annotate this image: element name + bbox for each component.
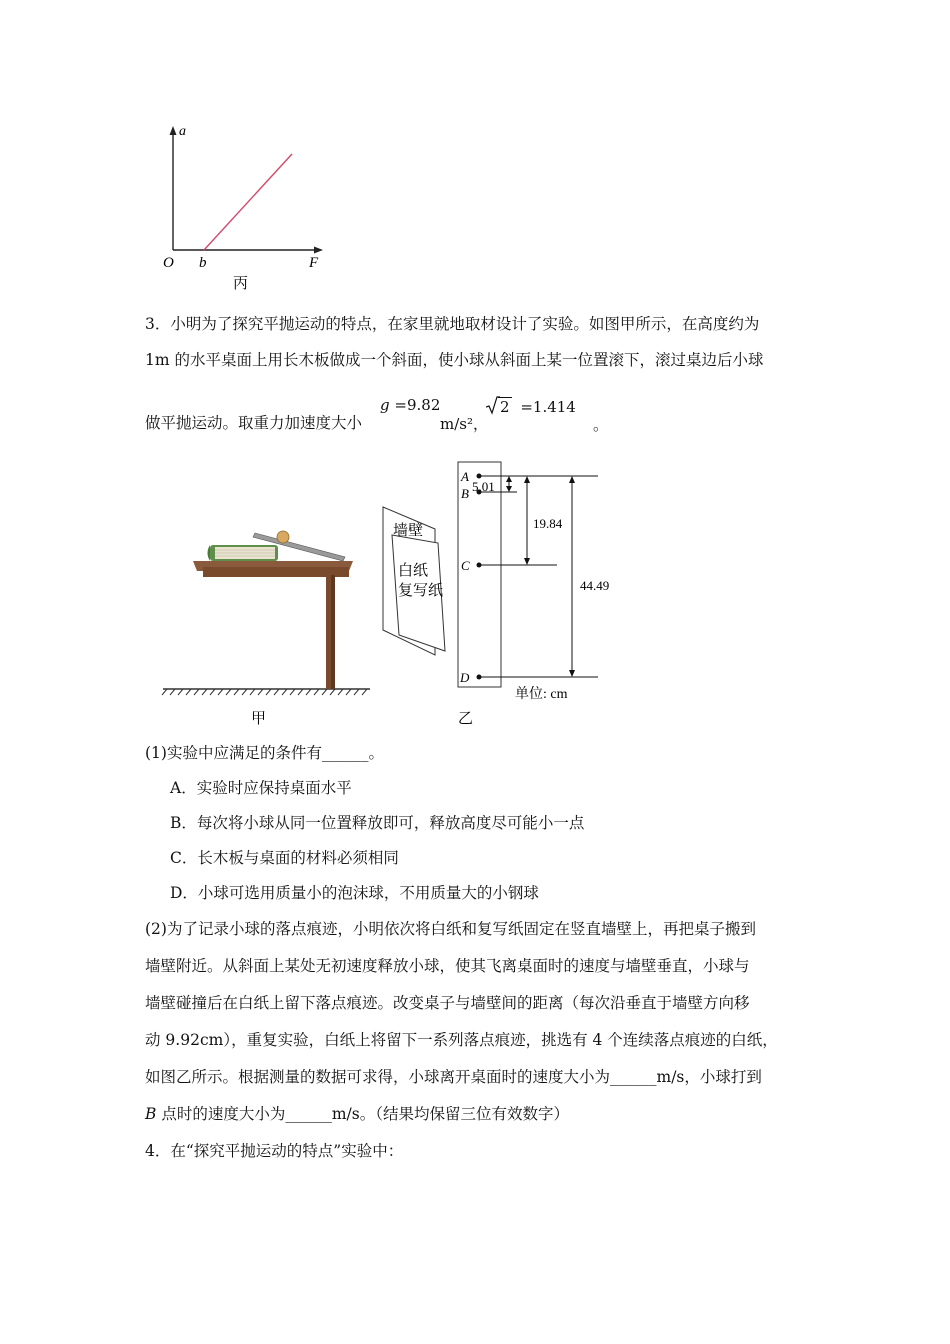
q3-line-3-text: 做平抛运动。取重力加速度大小 [145,414,363,432]
unit-label: 单位: cm [515,687,568,702]
sub2-line-6-text: 点时的速度大小为______m/s。（结果均保留三位有效数字） [156,1105,569,1123]
option-b: B．每次将小球从同一位置释放即可，释放高度尽可能小一点 [170,814,585,832]
dimension-arrows [506,476,575,677]
q3-line-1-text: 小明为了探究平抛运动的特点，在家里就地取材设计了实验。如图甲所示，在高度约为 [170,315,760,333]
y-axis-arrow-icon [170,126,177,135]
axis-label-f: F [309,255,319,271]
g-symbol: g [380,396,390,414]
dim-ad-label: 44.49 [580,578,610,593]
sqrt-sign-icon [486,398,512,416]
origin-label: O [163,255,174,271]
option-d: D．小球可选用质量小的泡沫球，不用质量大的小钢球 [170,884,539,902]
g-value: =9.82 [394,396,441,414]
axis-label-a: a [179,124,186,139]
graph-caption: 丙 [233,276,249,292]
experiment-figure [155,455,615,730]
option-c: C．长木板与桌面的材料必须相同 [170,849,399,867]
paper-label-white: 白纸 [398,563,429,579]
q3-line-2: 1m 的水平桌面上用长木板做成一个斜面，使小球从斜面上某一位置滚下，滚过桌边后小球 [145,351,764,369]
q3-line-3-end: 。 [593,416,609,434]
paper-label-carbon: 复写纸 [398,583,444,599]
point-label-a: A [461,469,469,484]
option-a: A．实验时应保持桌面水平 [170,779,352,797]
dim-ac-label: 19.84 [533,516,563,531]
sub2-line-5: 如图乙所示。根据测量的数据可求得，小球离开桌面时的速度大小为______m/s，小球打到 [145,1068,762,1086]
intercept-label-b: b [199,255,207,271]
sub1-prompt: (1)实验中应满足的条件有______。 [145,744,384,762]
q3-line-1 [145,314,759,334]
gravity-unit: m/s²， [440,415,488,433]
gravity-formula [380,396,440,414]
sub2-line-1: (2)为了记录小球的落点痕迹，小明依次将白纸和复写纸固定在竖直墙壁上，再把桌子搬到 [145,920,756,938]
q3-number: 3． [145,315,171,333]
graph-a-vs-f [155,120,340,295]
sub2-line-4: 动 9.92cm），重复实验，白纸上将留下一系列落点痕迹，挑选有 4 个连续落点痕迹的白纸， [145,1031,778,1049]
sub2-line-2: 墙壁附近。从斜面上某处无初速度释放小球，使其飞离桌面时的速度与墙壁垂直，小球与 [145,957,750,975]
ball-icon [277,531,289,543]
sqrt-radicand: 2 [500,398,510,416]
graph-line [204,154,292,250]
q3-line-3 [145,413,362,433]
sqrt-formula [486,398,576,416]
caption-yi: 乙 [458,711,474,727]
books-icon [208,545,279,561]
wall-label: 墙壁 [393,523,424,539]
x-axis-arrow-icon [314,247,323,254]
table [193,561,353,689]
caption-jia: 甲 [251,711,267,727]
dim-ab-label: 5.01 [472,479,495,494]
q4-text: 4．在“探究平抛运动的特点”实验中： [145,1142,404,1160]
point-label-d: D [460,670,470,685]
point-label-b: B [461,486,469,501]
sub2-line-3: 墙壁碰撞后在白纸上留下落点痕迹。改变桌子与墙壁间的距离（每次沿垂直于墙壁方向移 [145,994,750,1012]
point-b-ref: B [145,1105,157,1123]
sqrt-value: =1.414 [520,398,576,416]
sub2-line-6 [145,1104,569,1124]
ground-hatch [162,689,370,695]
point-label-c: C [461,558,470,573]
